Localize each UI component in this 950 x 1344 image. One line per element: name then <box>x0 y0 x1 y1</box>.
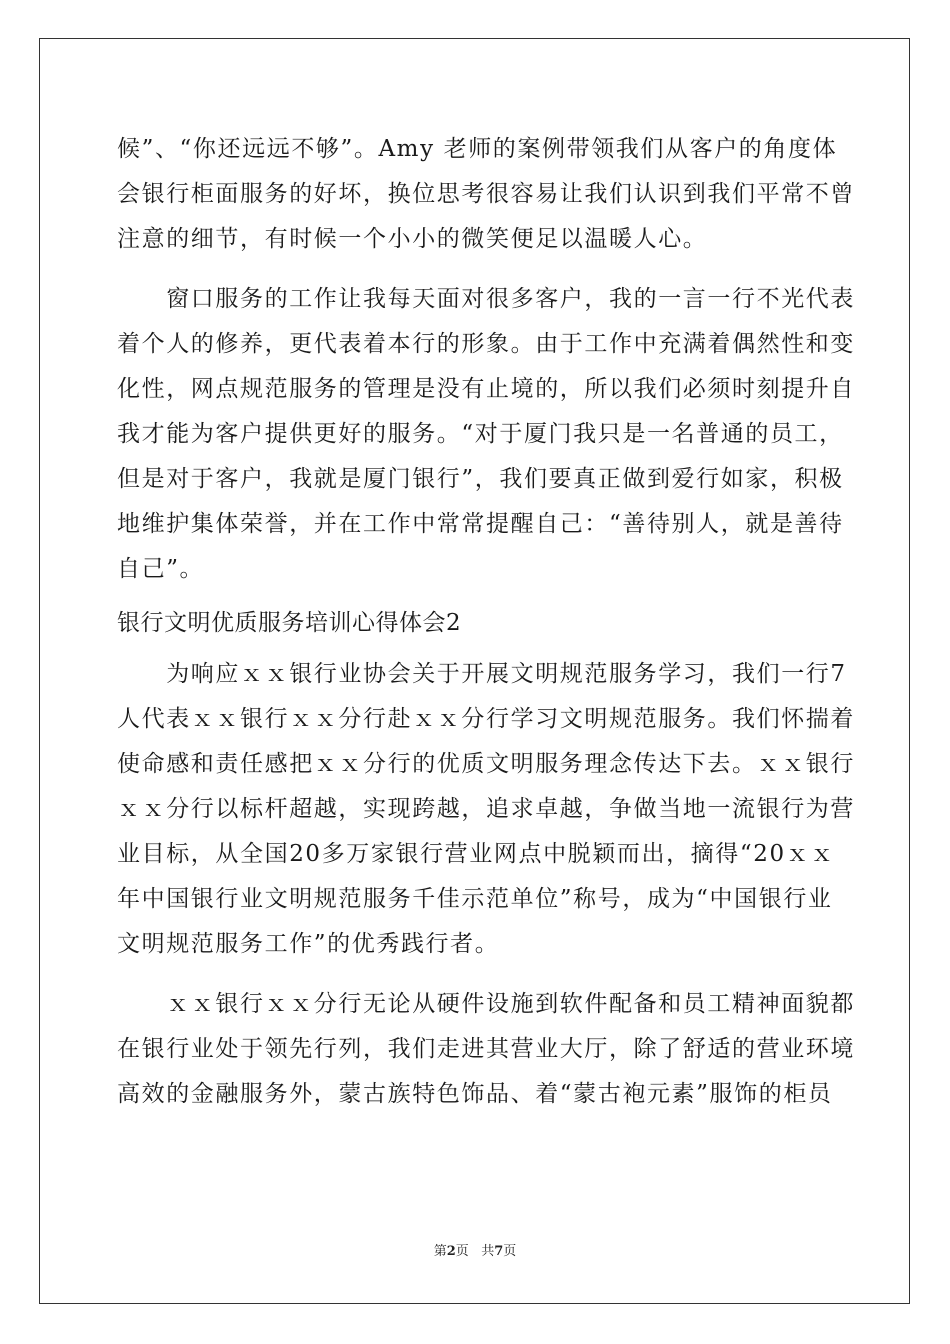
total-suffix: 页 <box>503 1244 517 1259</box>
text-line: 业目标，从全国20多万家银行营业网点中脱颖而出，摘得“20ｘｘ <box>117 841 835 867</box>
section-heading: 银行文明优质服务培训心得体会2 <box>117 610 462 636</box>
page-suffix: 页 <box>455 1244 469 1259</box>
page-number: 2 <box>446 1244 456 1259</box>
text-line: 着个人的修养，更代表着本行的形象。由于工作中充满着偶然性和变 <box>117 331 855 357</box>
total-pages: 7 <box>494 1244 504 1259</box>
text-line: 窗口服务的工作让我每天面对很多客户，我的一言一行不光代表 <box>117 286 855 312</box>
text-line: 候”、“你还远远不够”。Amy 老师的案例带领我们从客户的角度体 <box>117 136 838 162</box>
text-line: 地维护集体荣誉，并在工作中常常提醒自己：“善待别人，就是善待 <box>117 511 844 537</box>
text-line: 人代表ｘｘ银行ｘｘ分行赴ｘｘ分行学习文明规范服务。我们怀揣着 <box>117 706 855 732</box>
text-line: 自己”。 <box>117 556 205 582</box>
text-line: 化性，网点规范服务的管理是没有止境的，所以我们必须时刻提升自 <box>117 376 855 402</box>
text-line: 使命感和责任感把ｘｘ分行的优质文明服务理念传达下去。ｘｘ银行 <box>117 751 855 777</box>
text-line: 文明规范服务工作”的优秀践行者。 <box>117 931 500 957</box>
page-footer <box>0 1240 950 1259</box>
total-prefix: 共 <box>481 1244 495 1259</box>
text-line: 我才能为客户提供更好的服务。“对于厦门我只是一名普通的员工， <box>117 421 844 447</box>
text-line: 年中国银行业文明规范服务千佳示范单位”称号，成为“中国银行业 <box>117 886 833 912</box>
text-line: 注意的细节，有时候一个小小的微笑便足以温暖人心。 <box>117 226 708 252</box>
text-line: 会银行柜面服务的好坏，换位思考很容易让我们认识到我们平常不曾 <box>117 181 855 207</box>
text-line: 但是对于客户，我就是厦门银行”，我们要真正做到爱行如家，积极 <box>117 466 844 492</box>
page-prefix: 第 <box>433 1244 447 1259</box>
text-line: 高效的金融服务外，蒙古族特色饰品、着“蒙古袍元素”服饰的柜员 <box>117 1081 833 1107</box>
text-line: ｘｘ分行以标杆超越，实现跨越，追求卓越，争做当地一流银行为营 <box>117 796 855 822</box>
text-line: ｘｘ银行ｘｘ分行无论从硬件设施到软件配备和员工精神面貌都 <box>117 991 855 1017</box>
text-line: 为响应ｘｘ银行业协会关于开展文明规范服务学习，我们一行7 <box>117 661 847 687</box>
text-line: 在银行业处于领先行列，我们走进其营业大厅，除了舒适的营业环境 <box>117 1036 855 1062</box>
